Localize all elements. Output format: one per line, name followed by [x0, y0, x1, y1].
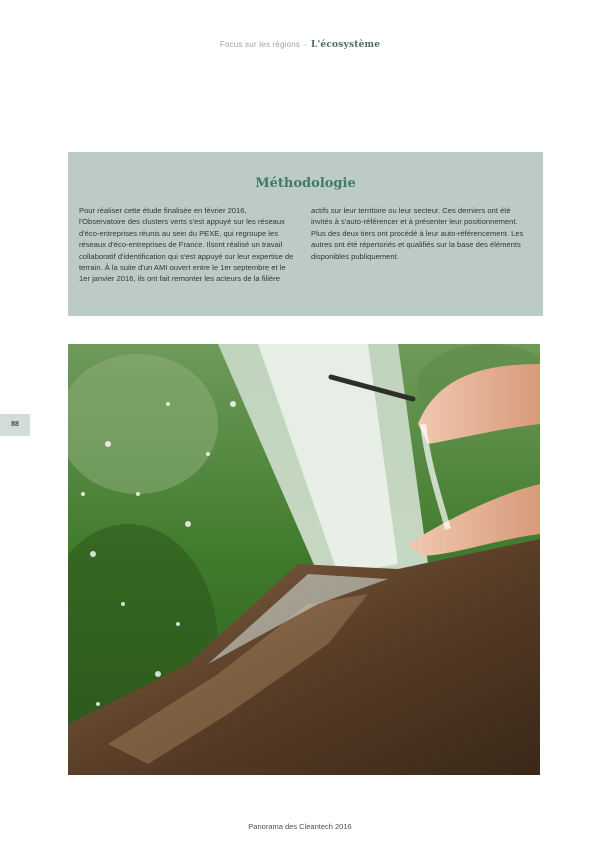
running-header: [0, 40, 600, 50]
footer-title: Panorama des Cleantech 2016: [248, 822, 352, 831]
water-fountain-photo: [68, 344, 540, 775]
page-number: 88: [0, 414, 30, 436]
header-separator: -: [304, 40, 307, 49]
methodology-column-1: Pour réaliser cette étude finalisée en février 2016, l'Observatoire des clusters verts s'est appuyé sur les réseaux d'éco-entreprises réunis au sein du PEXE, qui regroupe les réseaux d'éco-entreprises de France. Ilsont réalisé un travail collaboratif d'identification qui s'est appuyé sur leur expertise de terrain. À la suite d'un AMI ouvert entre le 1er septembre et le 1er janvier 2016, ils ont fait remonter les acteurs de la filière: [79, 206, 294, 284]
header-prefix: Focus sur les régions: [219, 40, 301, 49]
methodology-box: [68, 152, 543, 316]
header-section: L'écosystème: [310, 40, 381, 50]
methodology-title: Méthodologie: [255, 176, 356, 191]
methodology-column-2: actifs sur leur territoire ou leur secteur. Ces derniers ont été invités à s'auto-référencer et à présenter leur positionnement. Plus des deux tiers ont procédé à leur auto-référencement. Les autres ont été répertoriés et qualifiés sur la base des éléments disponibles publiquement.: [311, 206, 524, 261]
